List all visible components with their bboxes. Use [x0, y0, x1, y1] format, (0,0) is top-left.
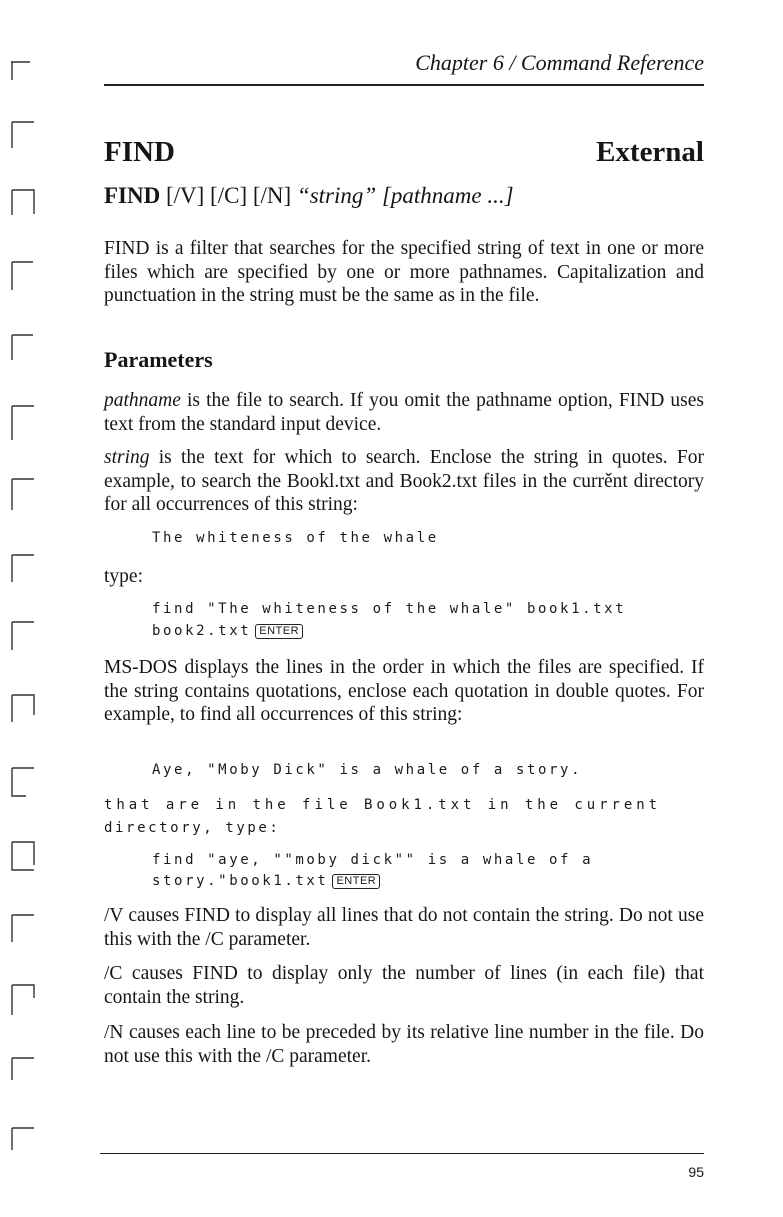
msdos-paragraph	[104, 656, 704, 727]
pathname-description: is the file to search. If you omit the pathname option, FIND uses text from the standard input device.	[104, 390, 704, 435]
string-parameter	[104, 446, 704, 517]
syntax-command: FIND	[104, 183, 161, 208]
syntax-switches: [/V] [/C] [/N]	[165, 183, 292, 208]
binder-margin-marks	[0, 0, 60, 1217]
example2-command-line1: find "aye, ""moby dick"" is a whale of a	[152, 852, 594, 868]
string-description: is the text for which to search. Enclose the string in quotes. For example, to search the Bookl.txt and Book2.txt files in the currěnt directory for all occurrences of this string:	[104, 447, 704, 515]
enter-key-icon: ENTER	[332, 874, 380, 889]
switch-v-text: /V causes FIND to display all lines that do not contain the string. Do not use this with the /C parameter.	[104, 905, 704, 950]
type-label: type:	[104, 566, 143, 587]
example2-that-line2: directory, type:	[104, 820, 281, 836]
running-header: Chapter 6 / Command Reference	[415, 50, 704, 75]
example1-command-line1: find "The whiteness of the whale" book1.txt	[152, 601, 627, 617]
example2-command-line2-text: story."book1.txt	[152, 873, 329, 889]
intro-paragraph	[104, 237, 704, 308]
command-syntax	[104, 183, 514, 209]
command-type: External	[596, 136, 704, 168]
msdos-text: MS-DOS displays the lines in the order in which the files are specified. If the string contains quotations, enclose each quotation in double quotes. For example, to find all occurrences of this string:	[104, 657, 704, 725]
example1-command-line2	[152, 623, 303, 639]
example2-string: Aye, "Moby Dick" is a whale of a story.	[152, 762, 583, 778]
example1-command-line2-text: book2.txt	[152, 623, 252, 639]
switch-c-text: /C causes FIND to display only the number of lines (in each file) that contain the string.	[104, 963, 704, 1008]
switch-n-text: /N causes each line to be preceded by its relative line number in the file. Do not use this with the /C parameter.	[104, 1022, 704, 1067]
enter-key-icon: ENTER	[255, 624, 303, 639]
syntax-string-arg: “string”	[296, 183, 377, 208]
command-title-row	[104, 136, 704, 169]
syntax-pathname-arg: [pathname ...]	[381, 183, 514, 208]
parameters-heading: Parameters	[104, 347, 213, 372]
example2-command-line2	[152, 873, 380, 889]
pathname-term: pathname	[104, 390, 181, 411]
string-term: string	[104, 447, 150, 468]
footer-rule	[100, 1153, 704, 1154]
example2-that-line1: that are in the file Book1.txt in the current	[104, 797, 662, 813]
pathname-parameter	[104, 389, 704, 436]
example1-string: The whiteness of the whale	[152, 530, 439, 546]
switch-c-paragraph	[104, 962, 704, 1009]
switch-v-paragraph	[104, 904, 704, 951]
command-name: FIND	[104, 136, 175, 168]
page-number: 95	[688, 1164, 704, 1180]
header-rule	[104, 84, 704, 86]
switch-n-paragraph	[104, 1021, 704, 1068]
intro-text: FIND is a filter that searches for the specified string of text in one or more files which are specified by one or more pathnames. Capitalization and punctuation in the string must be the same as in the file.	[104, 238, 704, 306]
